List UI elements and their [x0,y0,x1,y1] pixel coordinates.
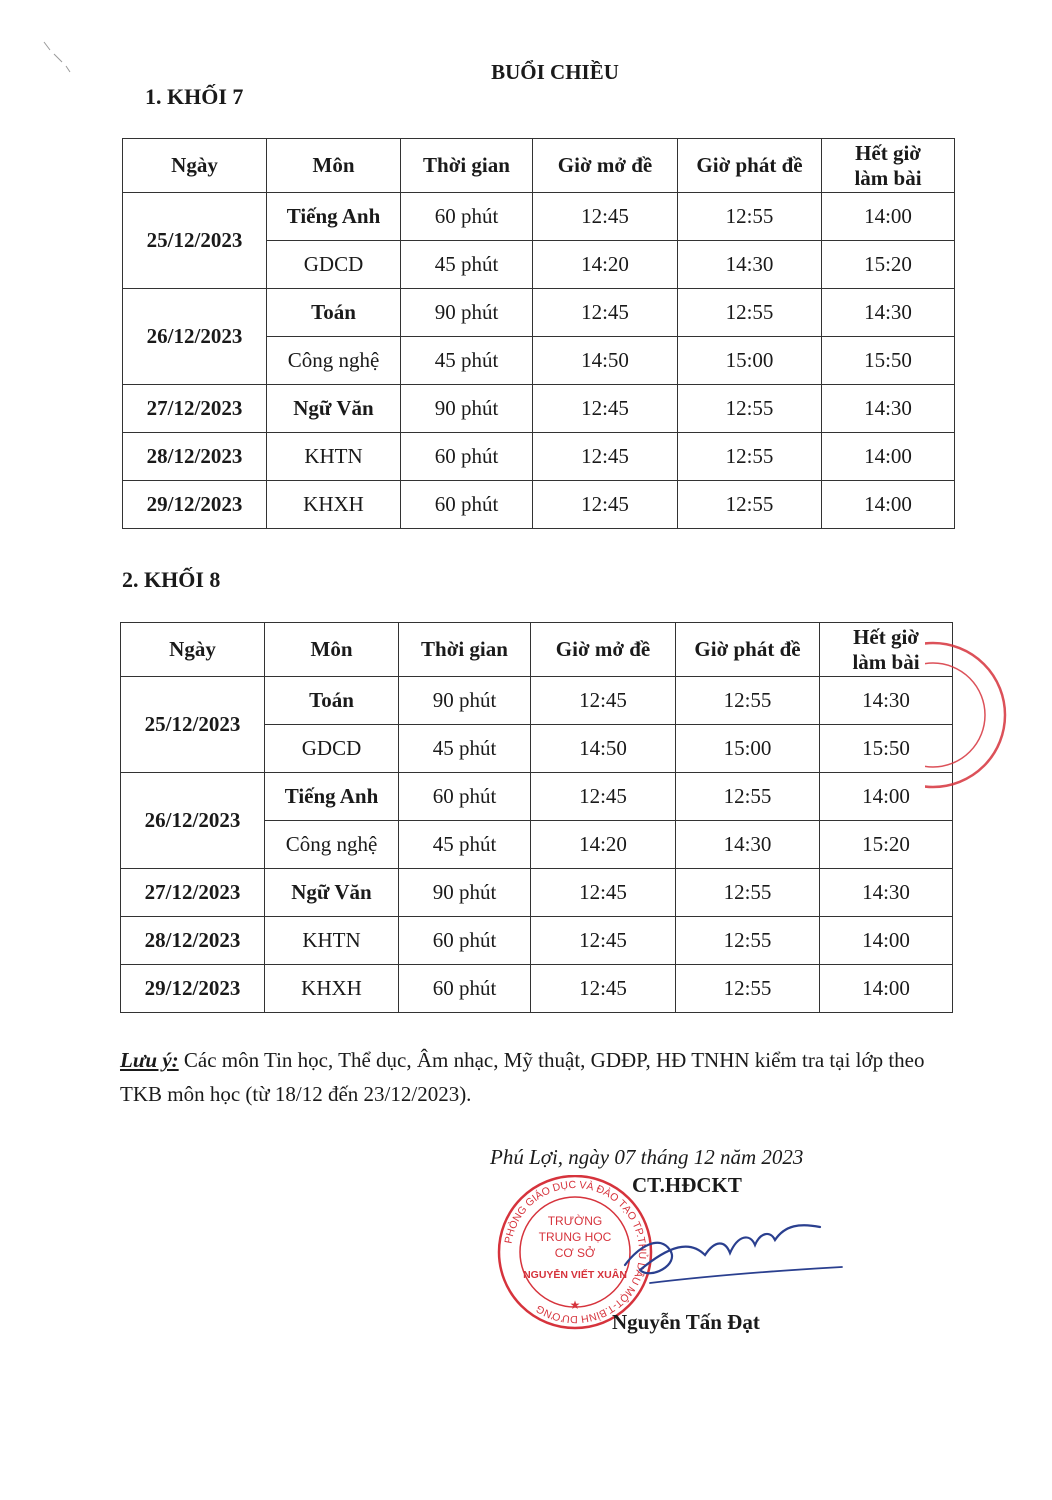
open-time-cell: 14:20 [531,821,676,869]
date-cell: 28/12/2023 [121,917,265,965]
distribute-time-cell: 14:30 [676,821,820,869]
subject-cell: KHXH [267,481,401,529]
note-label: Lưu ý: [120,1048,179,1072]
signer-title: CT.HĐCKT [632,1173,742,1197]
subject-cell: Công nghệ [267,337,401,385]
header-end-time: Hết giờ làm bài [820,623,953,677]
end-time-cell: 14:00 [820,965,953,1013]
table-row [121,869,953,917]
subject-cell: Tiếng Anh [267,193,401,241]
subject-cell: KHTN [265,917,399,965]
distribute-time-cell: 12:55 [676,677,820,725]
table-row [123,481,955,529]
open-time-cell: 12:45 [531,917,676,965]
end-time-cell: 14:00 [822,481,955,529]
duration-cell: 60 phút [399,773,531,821]
end-time-cell: 15:50 [820,725,953,773]
distribute-time-cell: 15:00 [678,337,822,385]
table-row [121,965,953,1013]
distribute-time-cell: 14:30 [678,241,822,289]
distribute-time-cell: 12:55 [678,481,822,529]
header-open-time: Giờ mở đề [533,139,678,193]
subject-cell: Toán [265,677,399,725]
open-time-cell: 12:45 [531,965,676,1013]
table-row [123,193,955,241]
date-cell: 26/12/2023 [121,773,265,869]
open-time-cell: 14:20 [533,241,678,289]
header-distribute-time: Giờ phát đề [678,139,822,193]
khoi7-schedule-table [122,138,955,529]
open-time-cell: 12:45 [531,869,676,917]
stamp-line-3: CƠ SỞ [554,1246,596,1260]
subject-cell: Toán [267,289,401,337]
subject-cell: GDCD [267,241,401,289]
duration-cell: 60 phút [401,481,533,529]
date-cell: 29/12/2023 [123,481,267,529]
open-time-cell: 12:45 [533,193,678,241]
distribute-time-cell: 12:55 [678,385,822,433]
signer-name: Nguyễn Tấn Đạt [612,1310,760,1334]
end-time-cell: 14:00 [820,917,953,965]
distribute-time-cell: 12:55 [676,917,820,965]
date-cell: 27/12/2023 [121,869,265,917]
open-time-cell: 12:45 [533,385,678,433]
end-time-cell: 15:50 [822,337,955,385]
header-date: Ngày [123,139,267,193]
header-date: Ngày [121,623,265,677]
date-cell: 25/12/2023 [123,193,267,289]
table-row [123,289,955,337]
header-subject: Môn [267,139,401,193]
end-time-cell: 14:00 [822,193,955,241]
duration-cell: 90 phút [399,869,531,917]
table-header-row [123,139,955,193]
stamp-line-2: TRUNG HỌC [538,1230,612,1244]
open-time-cell: 12:45 [533,289,678,337]
table-header-row [121,623,953,677]
distribute-time-cell: 12:55 [676,965,820,1013]
date-cell: 29/12/2023 [121,965,265,1013]
place-and-date: Phú Lợi, ngày 07 tháng 12 năm 2023 [490,1145,804,1169]
signature [610,1205,850,1295]
stamp-line-4: NGUYỄN VIẾT XUÂN [523,1269,627,1281]
distribute-time-cell: 12:55 [678,193,822,241]
end-time-cell: 14:30 [820,677,953,725]
khoi7-heading: 1. KHỐI 7 [145,84,244,109]
end-time-cell: 14:30 [822,385,955,433]
open-time-cell: 14:50 [531,725,676,773]
distribute-time-cell: 12:55 [678,433,822,481]
table-row [121,773,953,821]
table-row [121,917,953,965]
open-time-cell: 12:45 [533,433,678,481]
date-cell: 28/12/2023 [123,433,267,481]
subject-cell: KHTN [267,433,401,481]
duration-cell: 90 phút [401,289,533,337]
note-text: Các môn Tin học, Thể dục, Âm nhạc, Mỹ thuật, GDĐP, HĐ TNHN kiểm tra tại lớp theo TKB môn học (từ 18/12 đến 23/12/2023). [120,1048,925,1106]
open-time-cell: 14:50 [533,337,678,385]
duration-cell: 60 phút [399,965,531,1013]
duration-cell: 90 phút [401,385,533,433]
duration-cell: 60 phút [401,433,533,481]
khoi8-schedule-table [120,622,953,1013]
date-cell: 26/12/2023 [123,289,267,385]
subject-cell: Công nghệ [265,821,399,869]
duration-cell: 45 phút [399,821,531,869]
distribute-time-cell: 15:00 [676,725,820,773]
open-time-cell: 12:45 [531,677,676,725]
distribute-time-cell: 12:55 [676,773,820,821]
stamp-ring-text: PHÒNG GIÁO DỤC VÀ ĐÀO TẠO TP.THỦ DẦU MỘT-T.BÌNH DƯƠNG [502,1178,649,1326]
date-cell: 25/12/2023 [121,677,265,773]
stamp-line-1: TRƯỜNG [547,1214,603,1228]
end-time-cell: 14:00 [820,773,953,821]
end-time-cell: 14:00 [822,433,955,481]
end-time-cell: 15:20 [822,241,955,289]
duration-cell: 45 phút [399,725,531,773]
duration-cell: 90 phút [399,677,531,725]
distribute-time-cell: 12:55 [676,869,820,917]
header-open-time: Giờ mở đề [531,623,676,677]
subject-cell: Tiếng Anh [265,773,399,821]
date-cell: 27/12/2023 [123,385,267,433]
open-time-cell: 12:45 [531,773,676,821]
duration-cell: 45 phút [401,337,533,385]
duration-cell: 60 phút [399,917,531,965]
subject-cell: GDCD [265,725,399,773]
session-title: BUỔI CHIỀU [491,60,619,84]
duration-cell: 60 phút [401,193,533,241]
header-end-time: Hết giờ làm bài [822,139,955,193]
subject-cell: Ngữ Văn [267,385,401,433]
duration-cell: 45 phút [401,241,533,289]
end-time-cell: 14:30 [822,289,955,337]
stamp-star-icon: ★ [569,1298,581,1312]
end-time-cell: 15:20 [820,821,953,869]
table-row [123,385,955,433]
header-duration: Thời gian [399,623,531,677]
khoi8-heading: 2. KHỐI 8 [122,567,221,592]
subject-cell: KHXH [265,965,399,1013]
subject-cell: Ngữ Văn [265,869,399,917]
header-duration: Thời gian [401,139,533,193]
note-paragraph [120,1043,940,1111]
header-subject: Môn [265,623,399,677]
end-time-cell: 14:30 [820,869,953,917]
header-distribute-time: Giờ phát đề [676,623,820,677]
distribute-time-cell: 12:55 [678,289,822,337]
open-time-cell: 12:45 [533,481,678,529]
table-row [121,677,953,725]
table-row [123,433,955,481]
